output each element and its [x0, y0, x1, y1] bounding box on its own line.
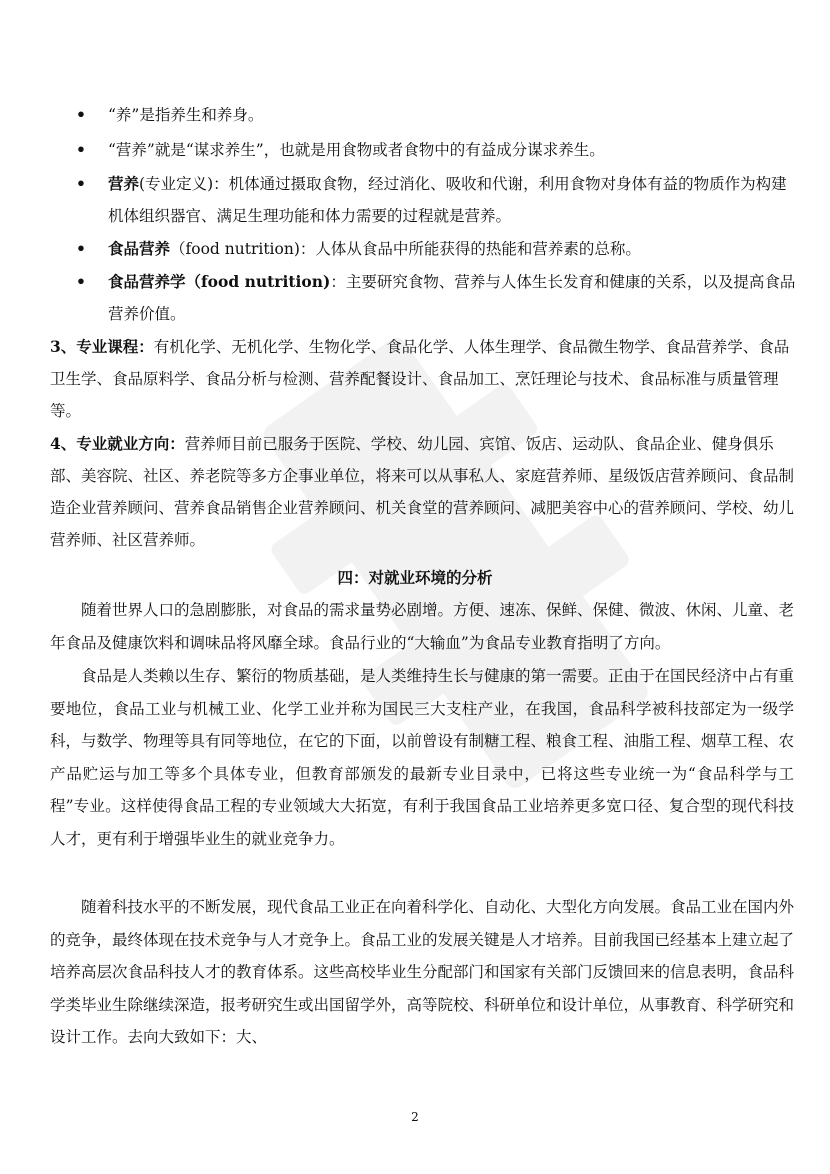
bullet-label: 食品营养学（food nutrition)	[108, 272, 331, 291]
bullet-text: “养”是指养生和养身。	[108, 106, 264, 124]
career-text: 营养师目前已服务于医院、学校、幼儿园、宾馆、饭店、运动队、食品企业、健身俱乐部、美容院、社区、养老院等多方企事业单位，将来可以从事私人、家庭营养师、星级饭店营养顾问、食品制造企业营养顾问、营养食品销售企业营养顾问、机关食堂的营养顾问、减肥美容中心的营养顾问、学校、幼儿营养师、社区营养师。	[50, 435, 795, 549]
bullet-dot: •	[76, 140, 86, 159]
paragraph: 食品是人类赖以生存、繁衍的物质基础，是人类维持生长与健康的第一需要。正由于在国民经济中占有重要地位，食品工业与机械工业、化学工业并称为国民三大支柱产业，在我国，食品科学被科技部定为一级学科，与数学、物理等具有同等地位，在它的下面，以前曾设有制糖工程、粮食工程、油脂工程、烟草工程、农产品贮运与加工等多个具体专业，但教育部颁发的最新专业目录中，已将这些专业统一为“食品科学与工程”专业。这样使得食品工程的专业领域大大拓宽，有利于我国食品工业培养更多宽口径、复合型的现代科技人才，更有利于增强毕业生的就业竞争力。	[50, 667, 795, 848]
paragraph: 随着科技水平的不断发展，现代食品工业正在向着科学化、自动化、大型化方向发展。食品工业在国内外的竞争，最终体现在技术竞争与人才竞争上。食品工业的发展关键是人才培养。目前我国已经基本上建立起了培养高层次食品科技人才的教育体系。这些高校毕业生分配部门和国家有关部门反馈回来的信息表明，食品科学类毕业生除继续深造，报考研究生或出国留学外，高等院校、科研单位和设计单位，从事教育、科学研究和设计工作。去向大致如下：大、	[50, 898, 795, 1046]
bullet-dot: •	[76, 272, 86, 291]
page-number: 2	[411, 1110, 419, 1124]
bullet-text: （food nutrition)：人体从食品中所能获得的热能和营养素的总称。	[170, 240, 641, 258]
bullet-text: (专业定义)：机体通过摄取食物，经过消化、吸收和代谢，利用食物对身体有益的物质作为构建机体组织器官、满足生理功能和体力需要的过程就是营养。	[108, 175, 787, 225]
bullet-dot: •	[76, 105, 86, 124]
course-label: 3、专业课程：	[50, 337, 154, 356]
bullet-text: “营养”就是“谋求养生”，也就是用食物或者食物中的有益成分谋求养生。	[108, 141, 605, 159]
bullet-dot: •	[76, 174, 86, 193]
career-label: 4、专业就业方向：	[50, 434, 185, 453]
bullet-label: 食品营养	[108, 239, 171, 258]
bullet-text: ：主要研究食物、营养与人体生长发育和健康的关系，以及提高食品营养价值。	[108, 273, 796, 323]
course-section	[50, 331, 794, 427]
course-text: 有机化学、无机化学、生物化学、食品化学、人体生理学、食品微生物学、食品营养学、食品卫生学、食品原料学、食品分析与检测、营养配餐设计、食品加工、烹饪理论与技术、食品标准与质量管理等。	[50, 338, 790, 420]
career-section	[50, 428, 794, 556]
paragraph: 随着世界人口的急剧膨胀，对食品的需求量势必剧增。方便、速冻、保鲜、保健、微波、休闲、儿童、老年食品及健康饮料和调味品将风靡全球。食品行业的“大输血”为食品专业教育指明了方向。	[50, 601, 795, 652]
section-heading: 四：对就业环境的分析	[337, 568, 493, 587]
bullet-label: 营养	[108, 174, 140, 193]
bullet-dot: •	[76, 239, 86, 258]
